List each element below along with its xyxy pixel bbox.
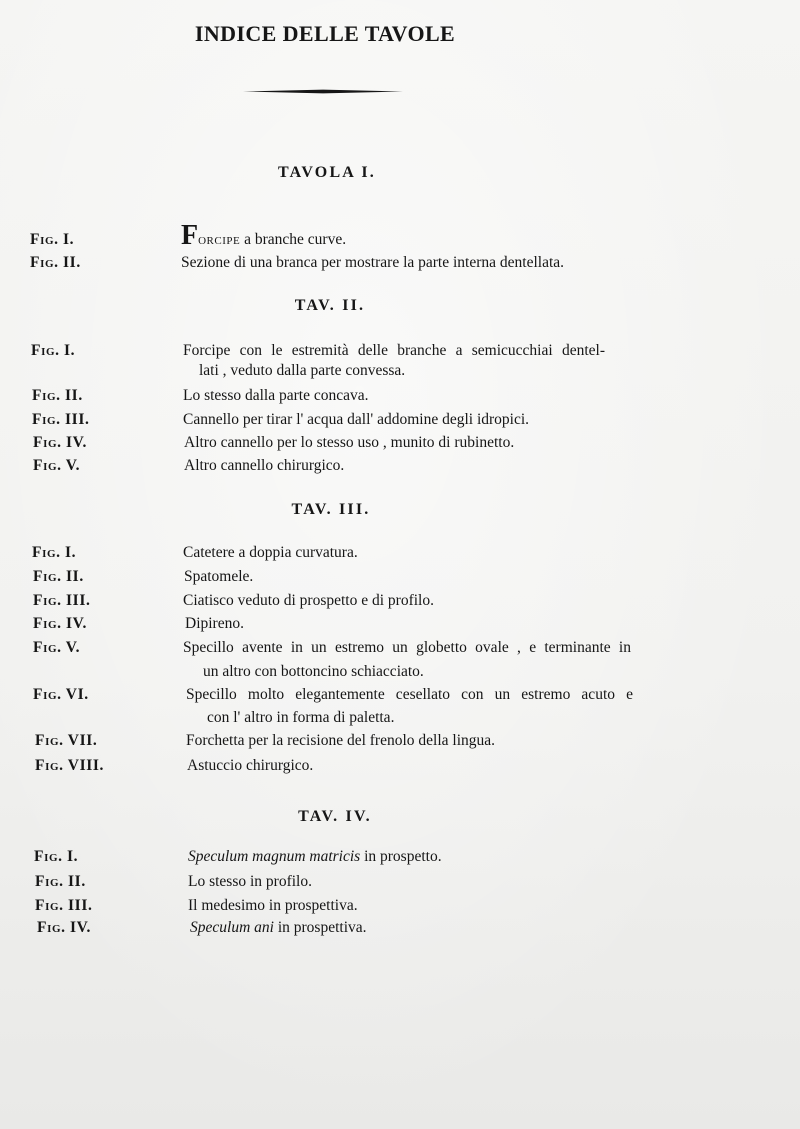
figure-description-continuation: lati , veduto dalla parte convessa. bbox=[199, 362, 406, 379]
figure-description: Dipireno. bbox=[185, 615, 244, 632]
figure-label: Fig. II. bbox=[33, 568, 84, 585]
figure-label: Fig. V. bbox=[33, 457, 81, 474]
plate-heading: TAV. II. bbox=[294, 297, 366, 314]
figure-label: Fig. III. bbox=[33, 592, 91, 609]
description-text: in prospettiva. bbox=[273, 919, 367, 936]
small-caps-word: orcipe bbox=[198, 231, 241, 248]
figure-description bbox=[188, 848, 442, 866]
figure-label: Fig. IV. bbox=[33, 434, 87, 451]
figure-description bbox=[181, 220, 347, 251]
page-title: INDICE DELLE TAVOLE bbox=[194, 21, 456, 46]
figure-description: Il medesimo in prospettiva. bbox=[188, 897, 358, 914]
figure-label: Fig. VII. bbox=[35, 732, 98, 749]
figure-description: Astuccio chirurgico. bbox=[187, 757, 314, 774]
latin-term: Speculum magnum matricis bbox=[188, 848, 361, 865]
plate-heading: TAV. IV. bbox=[298, 808, 372, 825]
figure-label: Fig. III. bbox=[32, 411, 90, 428]
figure-description: Lo stesso dalla parte concava. bbox=[183, 387, 369, 404]
description-text: a branche curve. bbox=[240, 231, 347, 248]
figure-description: Forchetta per la recisione del frenolo della lingua. bbox=[186, 732, 496, 749]
drop-cap-initial: F bbox=[181, 220, 199, 251]
figure-description: Altro cannello chirurgico. bbox=[184, 457, 345, 474]
figure-label: Fig. I. bbox=[31, 342, 76, 359]
figure-label: Fig. I. bbox=[34, 848, 79, 865]
figure-description: Lo stesso in profilo. bbox=[188, 873, 312, 890]
figure-label: Fig. II. bbox=[35, 873, 86, 890]
figure-description-continuation: un altro con bottoncino schiacciato. bbox=[203, 663, 424, 680]
figure-description-line: Specillo molto elegantemente cesellato con un estremo acuto e bbox=[186, 686, 633, 703]
figure-label: Fig. II. bbox=[30, 254, 81, 271]
figure-description: Ciatisco veduto di prospetto e di profilo. bbox=[183, 592, 434, 609]
figure-description bbox=[190, 919, 367, 937]
title-rule bbox=[243, 89, 403, 94]
description-text: in prospetto. bbox=[360, 848, 442, 865]
figure-description: Sezione di una branca per mostrare la parte interna dentellata. bbox=[181, 254, 565, 271]
figure-label: Fig. VI. bbox=[33, 686, 89, 703]
figure-description-continuation: con l' altro in forma di paletta. bbox=[207, 709, 395, 726]
figure-description: Altro cannello per lo stesso uso , munito di rubinetto. bbox=[184, 434, 515, 451]
figure-label: Fig. II. bbox=[32, 387, 83, 404]
figure-description: Catetere a doppia curvatura. bbox=[183, 544, 358, 561]
figure-description: Cannello per tirar l' acqua dall' addomine degli idropici. bbox=[183, 411, 530, 428]
latin-term: Speculum ani bbox=[190, 919, 274, 936]
figure-label: Fig. IV. bbox=[37, 919, 91, 936]
figure-label: Fig. VIII. bbox=[35, 757, 104, 774]
plate-heading: TAV. III. bbox=[291, 501, 371, 518]
figure-description-line: Forcipe con le estremità delle branche a semicucchiai dentel- bbox=[183, 342, 605, 359]
figure-label: Fig. III. bbox=[35, 897, 93, 914]
plate-heading: TAVOLA I. bbox=[277, 164, 377, 181]
figure-label: Fig. V. bbox=[33, 639, 81, 656]
figure-label: Fig. IV. bbox=[33, 615, 87, 632]
figure-label: Fig. I. bbox=[32, 544, 77, 561]
figure-description: Spatomele. bbox=[184, 568, 254, 585]
figure-description-line: Specillo avente in un estremo un globetto ovale , e terminante in bbox=[183, 639, 631, 656]
figure-label: Fig. I. bbox=[30, 231, 75, 248]
